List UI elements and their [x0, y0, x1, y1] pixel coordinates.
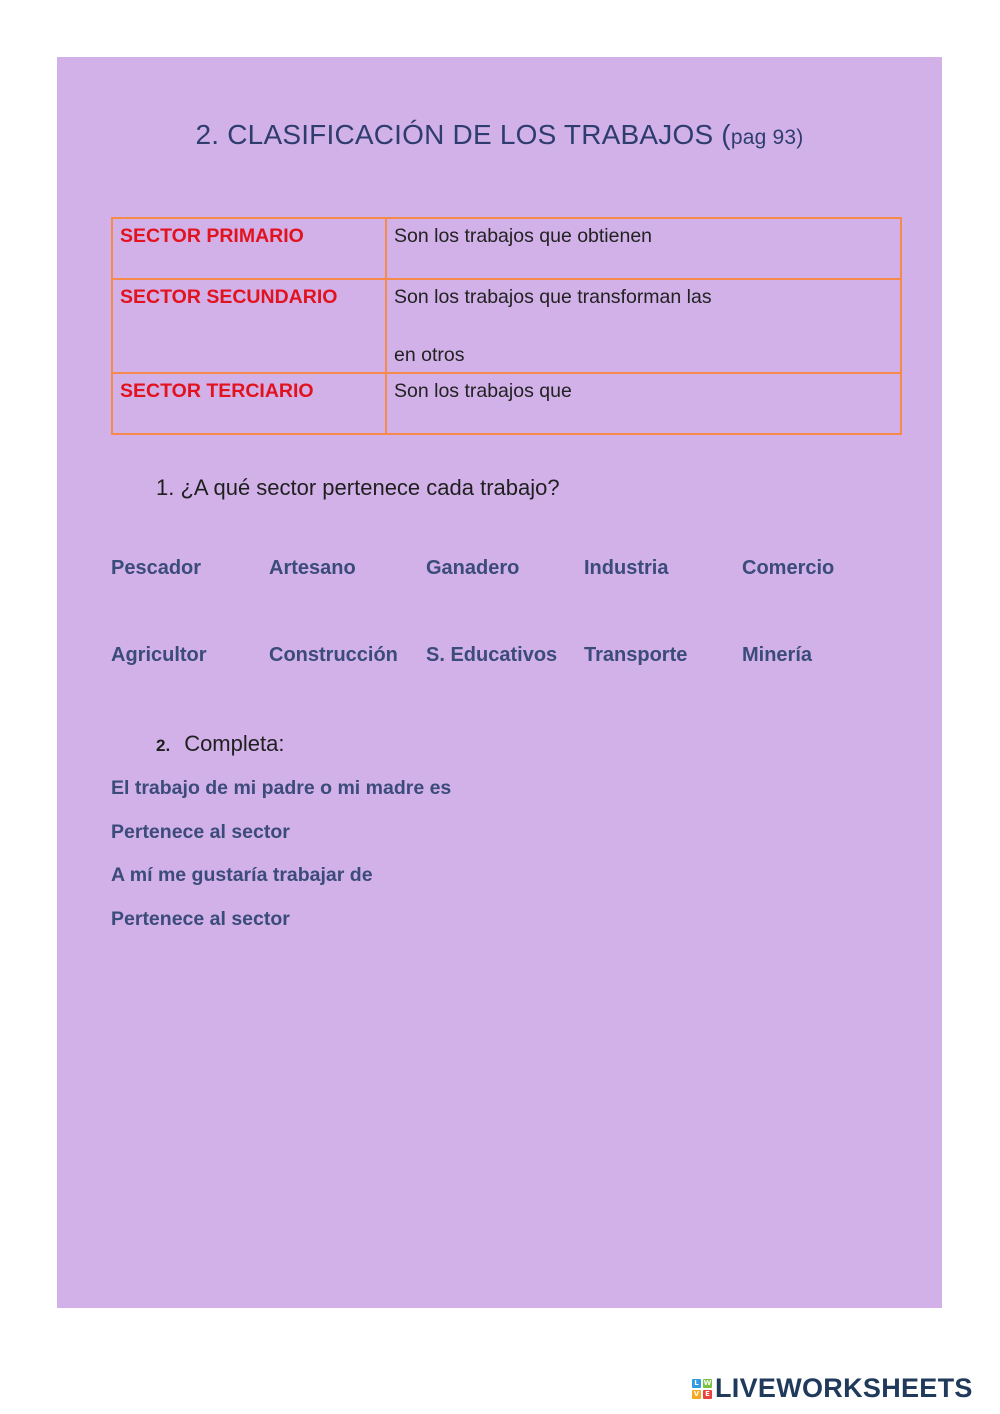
logo-tile: W [703, 1378, 712, 1387]
definition-text: Son los trabajos que transforman las [394, 286, 712, 308]
definition-text-continued: en otros [394, 344, 465, 366]
job-item[interactable]: Comercio [742, 557, 835, 579]
title-main: 2. CLASIFICACIÓN DE LOS TRABAJOS ( [195, 119, 731, 150]
logo-tile: L [692, 1379, 701, 1388]
job-item[interactable]: S. Educativos [426, 644, 558, 666]
completa-line: A mí me gustaría trabajar de [111, 864, 373, 886]
title-page-ref: pag 93) [730, 126, 804, 149]
liveworksheets-logo-icon [692, 1379, 712, 1399]
sector-label: SECTOR SECUNDARIO [112, 279, 386, 373]
job-item[interactable]: Ganadero [426, 557, 520, 579]
definition-text: Son los trabajos que [394, 380, 572, 402]
worksheet-page [57, 57, 942, 1308]
completa-line: Pertenece al sector [111, 820, 290, 843]
sector-definition[interactable] [386, 279, 901, 373]
table-row [112, 218, 901, 279]
job-item[interactable]: Agricultor [111, 644, 207, 666]
table-row [112, 279, 901, 373]
sectors-table [111, 217, 902, 435]
completa-line: Pertenece al sector [111, 907, 290, 930]
question-2 [156, 731, 284, 757]
completa-line: El trabajo de mi padre o mi madre es [111, 777, 452, 799]
sector-label: SECTOR TERCIARIO [112, 373, 386, 434]
liveworksheets-brand[interactable] [692, 1373, 973, 1404]
job-item[interactable]: Artesano [269, 557, 356, 579]
sector-label: SECTOR PRIMARIO [112, 218, 386, 279]
sector-definition[interactable] [386, 373, 901, 434]
job-item[interactable]: Minería [742, 644, 813, 666]
question-2-text: Completa: [184, 731, 285, 756]
logo-tile: V [693, 1389, 700, 1398]
job-item[interactable]: Transporte [584, 644, 688, 666]
logo-tile: E [703, 1390, 712, 1399]
job-item[interactable]: Pescador [111, 557, 202, 579]
definition-text: Son los trabajos que obtienen [394, 225, 653, 247]
page-title [57, 119, 942, 151]
question-1: 1. ¿A qué sector pertenece cada trabajo? [156, 475, 560, 500]
question-2-number: 2. [156, 736, 171, 755]
job-item[interactable]: Construcción [269, 644, 398, 666]
sector-definition[interactable] [386, 218, 901, 279]
table-row [112, 373, 901, 434]
brand-name: LIVEWORKSHEETS [715, 1373, 973, 1403]
completa-list [111, 777, 451, 951]
job-item[interactable]: Industria [584, 557, 669, 579]
